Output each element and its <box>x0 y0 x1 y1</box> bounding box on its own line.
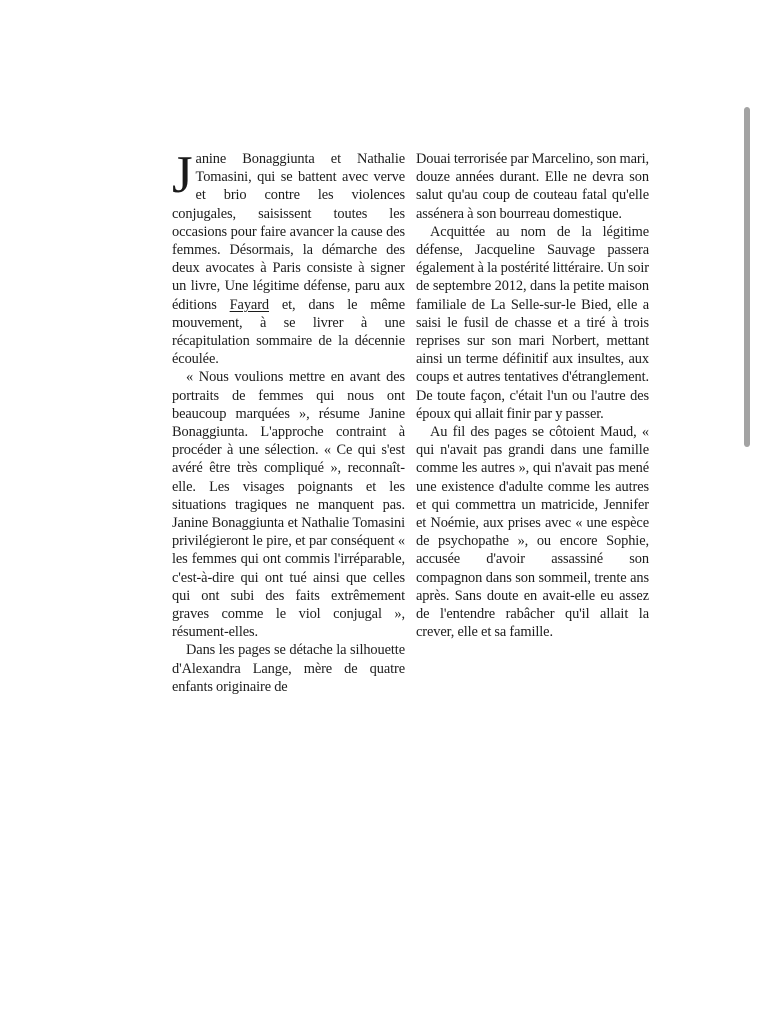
paragraph-4: Douai terrorisée par Marcelino, son mari, douze années durant. Elle ne devra son salut qu'au coup de couteau fatal qu'elle assénera à son bourreau domestique. <box>416 151 649 222</box>
vertical-scrollbar[interactable] <box>744 107 750 447</box>
paragraph-2: « Nous voulions mettre en avant des portraits de femmes qui nous ont beaucoup marquées », résume Janine Bonaggiunta. L'approche contraint à procéder à une sélection. « Ce qui s'est avéré être très compliqué », reconnaît-elle. Les visages poignants et les situations tragiques ne manquent pas. Janine Bonaggiunta et Nathalie Tomasini privilégieront le pire, et par conséquent « les femmes qui ont commis l'irréparable, c'est-à-dire qui ont tué ainsi que celles qui ont subi des faits extrêmement graves comme le viol conjugal », résument-elles. <box>172 369 405 641</box>
paragraph-5: Acquittée au nom de la légitime défense, Jacqueline Sauvage passera également à la postérité littéraire. Un soir de septembre 2012, dans la petite maison familiale de La Selle-sur-le Bied, elle a saisi le fusil de chasse et a tiré à trois reprises sur son mari Norbert, mettant ainsi un terme définitif aux insultes, aux coups et autres tentatives d'étranglement. De toute façon, c'était l'un ou l'autre des époux qui allait finir par y passer. <box>416 223 649 422</box>
article-column-left <box>172 146 405 696</box>
paragraph-1-start: anine Bonaggiunta et Nathalie Tomasini, qui se battent avec verve et brio contre les violences conjugales, saisissent toutes les occasions pour faire avancer la cause des femmes. Désormais, la démarche des deux avocates à Paris consiste à signer un livre, Une légitime défense, paru aux éditions <box>172 151 405 313</box>
paragraph-3: Dans les pages se détache la silhouette d'Alexandra Lange, mère de quatre enfants originaire de <box>172 642 405 695</box>
paragraph-6: Au fil des pages se côtoient Maud, « qui n'avait pas grandi dans une famille comme les autres », qui n'avait pas mené une existence d'adulte comme les autres et qui commettra un matricide, Jennifer et Noémie, aux prises avec « une espèce de psychopathe », ou encore Sophie, accusée d'avoir assassiné son compagnon dans son sommeil, trente ans après. Sans doute en avait-elle eu assez de l'entendre rabâcher qu'il allait la crever, elle et sa famille. <box>416 424 649 641</box>
publisher-link[interactable]: Fayard <box>229 296 269 313</box>
paragraph-1-end: et, dans le même mouvement, à se livrer à une récapitulation sommaire de la décennie écoulée. <box>172 296 405 368</box>
paragraph-1 <box>172 146 405 368</box>
drop-cap: J <box>172 146 193 204</box>
article-column-right <box>416 150 649 641</box>
